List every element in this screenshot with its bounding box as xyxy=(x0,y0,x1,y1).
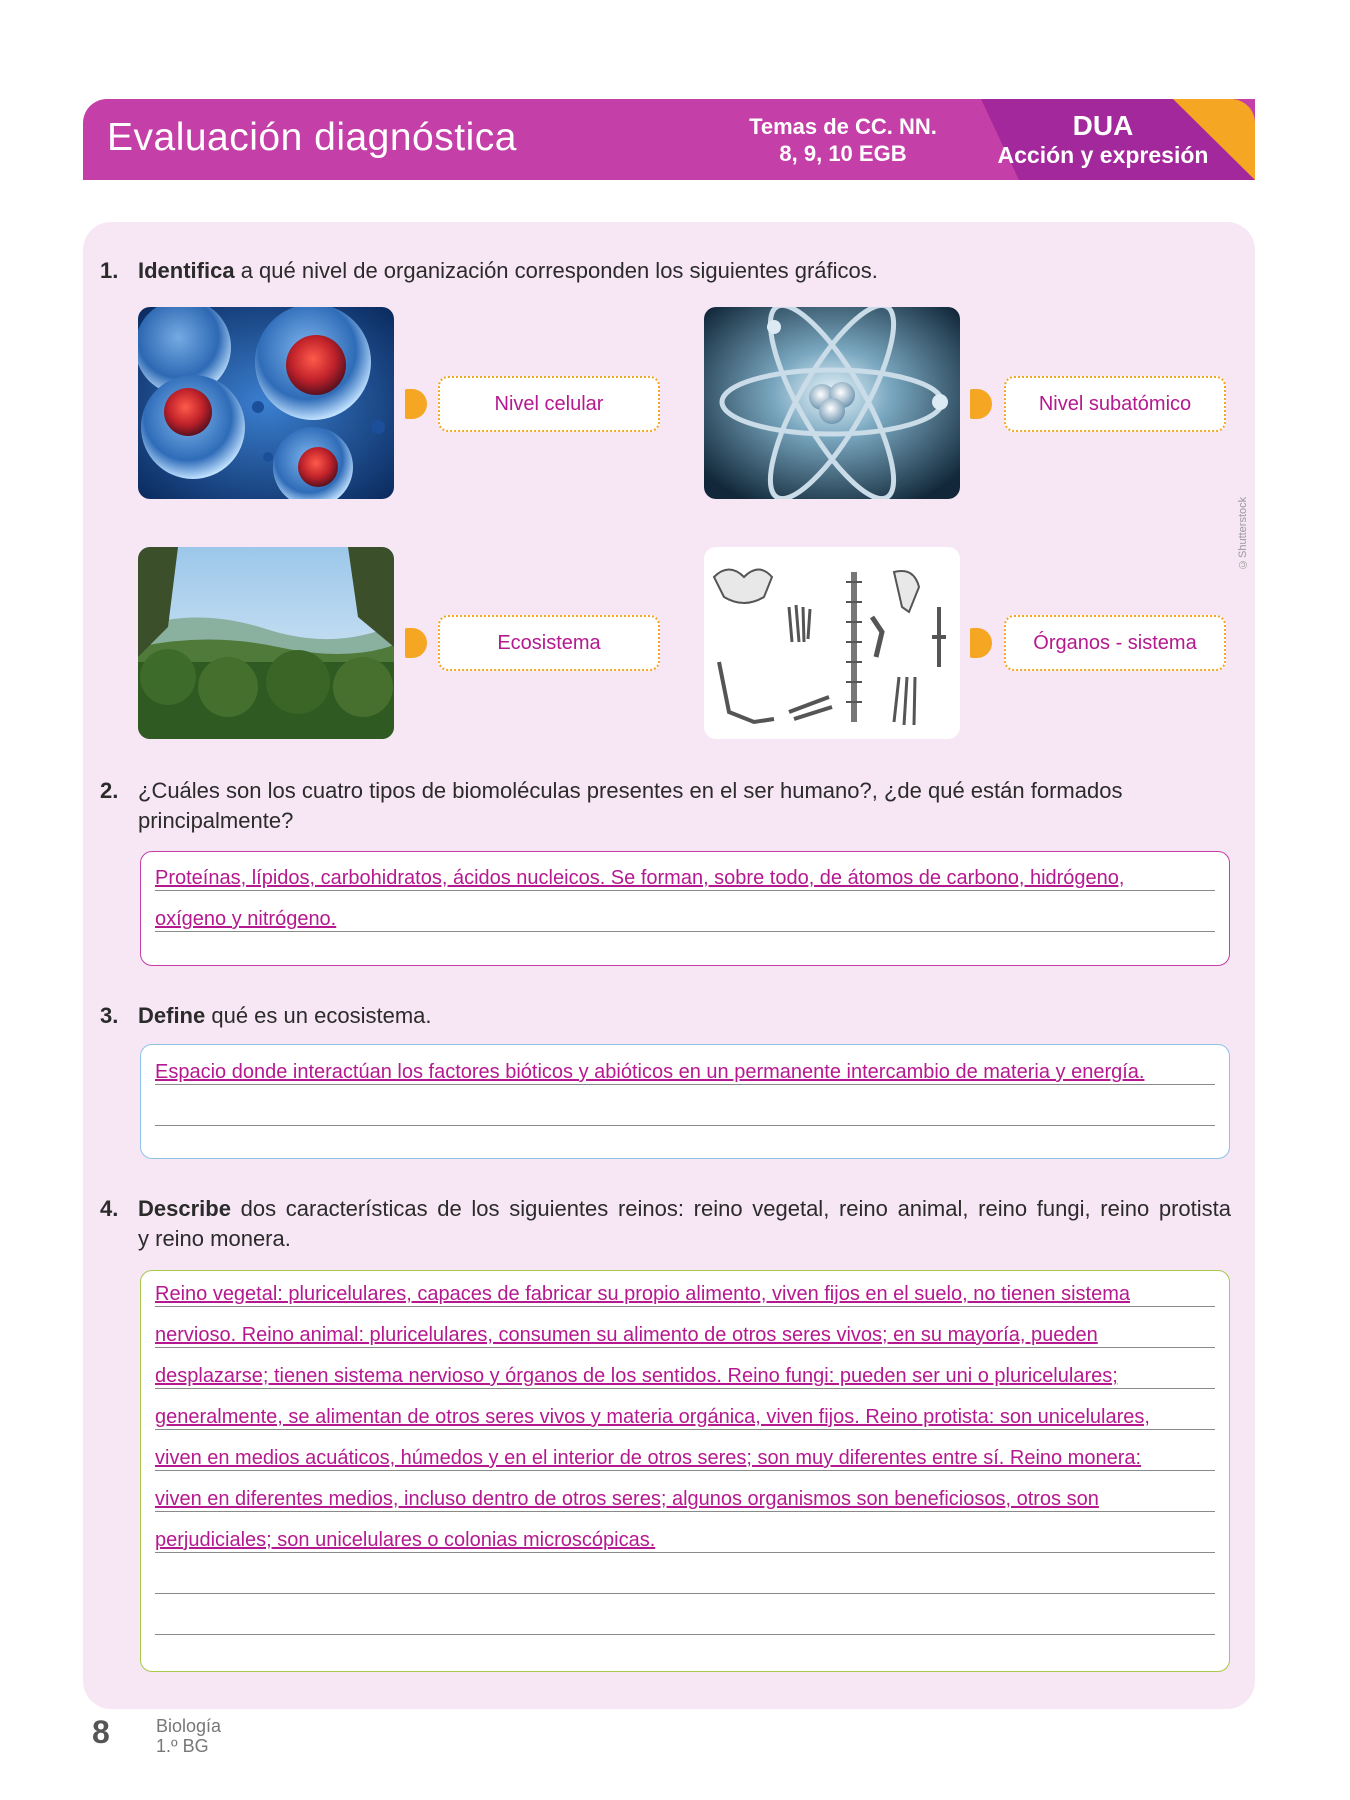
dua-subtitle: Acción y expresión xyxy=(997,142,1209,168)
question-number: 4. xyxy=(100,1196,119,1221)
question-body: dos características de los siguientes reinos: reino vegetal, reino animal, reino fungi, reino protista xyxy=(230,1196,1231,1221)
answer-box-q4[interactable] xyxy=(140,1270,1230,1672)
writing-line xyxy=(155,1429,1215,1430)
answer-box-q2[interactable] xyxy=(140,851,1230,966)
question-body: a qué nivel de organización corresponden los siguientes gráficos. xyxy=(234,258,878,283)
question-text xyxy=(138,1001,432,1031)
answer-line-2: oxígeno y nitrógeno. xyxy=(155,908,337,930)
question-number: 3. xyxy=(100,1003,119,1028)
question-text xyxy=(138,256,878,286)
answer-box-skeleton: Órganos - sistema xyxy=(1004,615,1226,671)
image-credit: ©Shutterstock xyxy=(1237,496,1249,570)
writing-line xyxy=(155,1470,1215,1471)
writing-line xyxy=(155,931,1215,932)
writing-line xyxy=(155,1593,1215,1594)
question-number: 1. xyxy=(100,258,119,283)
writing-line xyxy=(155,1306,1215,1307)
writing-line xyxy=(155,890,1215,891)
topics-line-1: Temas de CC. NN. xyxy=(749,114,937,139)
answer-box-atom: Nivel subatómico xyxy=(1004,376,1226,432)
question-text-line-1 xyxy=(138,1194,1231,1224)
forest-landscape-photo xyxy=(138,547,394,739)
question-2 xyxy=(100,776,1240,836)
page-title: Evaluación diagnóstica xyxy=(107,116,517,159)
header-banner xyxy=(83,99,1255,180)
page-number: 8 xyxy=(92,1714,110,1750)
writing-line xyxy=(155,1511,1215,1512)
cells-illustration xyxy=(138,307,394,499)
grade-level: 1.º BG xyxy=(156,1736,209,1756)
question-text-line-2: principalmente? xyxy=(138,808,294,833)
question-text-line-1: ¿Cuáles son los cuatro tipos de biomoléculas presentes en el ser humano?, ¿de qué están formados xyxy=(138,778,1123,803)
question-verb: Identifica xyxy=(138,258,235,283)
answer-line-3: desplazarse; tienen sistema nervioso y órganos de los sentidos. Reino fungi: pueden ser uni o pluricelulares; xyxy=(155,1365,1118,1387)
answer-line-6: viven en diferentes medios, incluso dentro de otros seres; algunos organismos son beneficiosos, otros son xyxy=(155,1488,1099,1510)
skeleton-bones-illustration xyxy=(704,547,960,739)
question-text-line-2: y reino monera. xyxy=(138,1226,291,1251)
dua-label xyxy=(958,111,1248,169)
writing-line xyxy=(155,1388,1215,1389)
atom-illustration xyxy=(704,307,960,499)
answer-line-1: Reino vegetal: pluricelulares, capaces de fabricar su propio alimento, viven fijos en el suelo, no tienen sistema xyxy=(155,1283,1130,1305)
answer-line-4: generalmente, se alimentan de otros seres vivos y materia orgánica, viven fijos. Reino protista: son unicelulares, xyxy=(155,1406,1150,1428)
question-verb: Describe xyxy=(138,1196,231,1221)
answer-box-q3[interactable] xyxy=(140,1044,1230,1159)
question-text xyxy=(138,776,1122,836)
subject-name: Biología xyxy=(156,1716,222,1736)
answer-line-1: Espacio donde interactúan los factores bióticos y abióticos en un permanente intercambio de materia y energía. xyxy=(155,1061,1145,1083)
footer-subject xyxy=(156,1716,221,1756)
question-body: qué es un ecosistema. xyxy=(205,1003,432,1028)
dua-title: DUA xyxy=(1072,110,1134,141)
answer-line-2: nervioso. Reino animal: pluricelulares, consumen su alimento de otros seres vivos; en su mayoría, pueden xyxy=(155,1324,1098,1346)
writing-line xyxy=(155,1084,1215,1085)
writing-line xyxy=(155,1125,1215,1126)
question-4 xyxy=(100,1194,1240,1254)
question-text xyxy=(138,1194,1231,1254)
answer-line-7: perjudiciales; son unicelulares o colonias microscópicas. xyxy=(155,1529,656,1551)
answer-line-5: viven en medios acuáticos, húmedos y en el interior de otros seres; son muy diferentes entre sí. Reino monera: xyxy=(155,1447,1142,1469)
topics-line-2: 8, 9, 10 EGB xyxy=(779,141,907,166)
question-verb: Define xyxy=(138,1003,206,1028)
answer-box-forest: Ecosistema xyxy=(438,615,660,671)
question-number: 2. xyxy=(100,778,119,803)
writing-line xyxy=(155,1552,1215,1553)
answer-line-1: Proteínas, lípidos, carbohidratos, ácidos nucleicos. Se forman, sobre todo, de átomos de carbono, hidrógeno, xyxy=(155,867,1125,889)
answer-box-cells: Nivel celular xyxy=(438,376,660,432)
writing-line xyxy=(155,1634,1215,1635)
writing-line xyxy=(155,1347,1215,1348)
